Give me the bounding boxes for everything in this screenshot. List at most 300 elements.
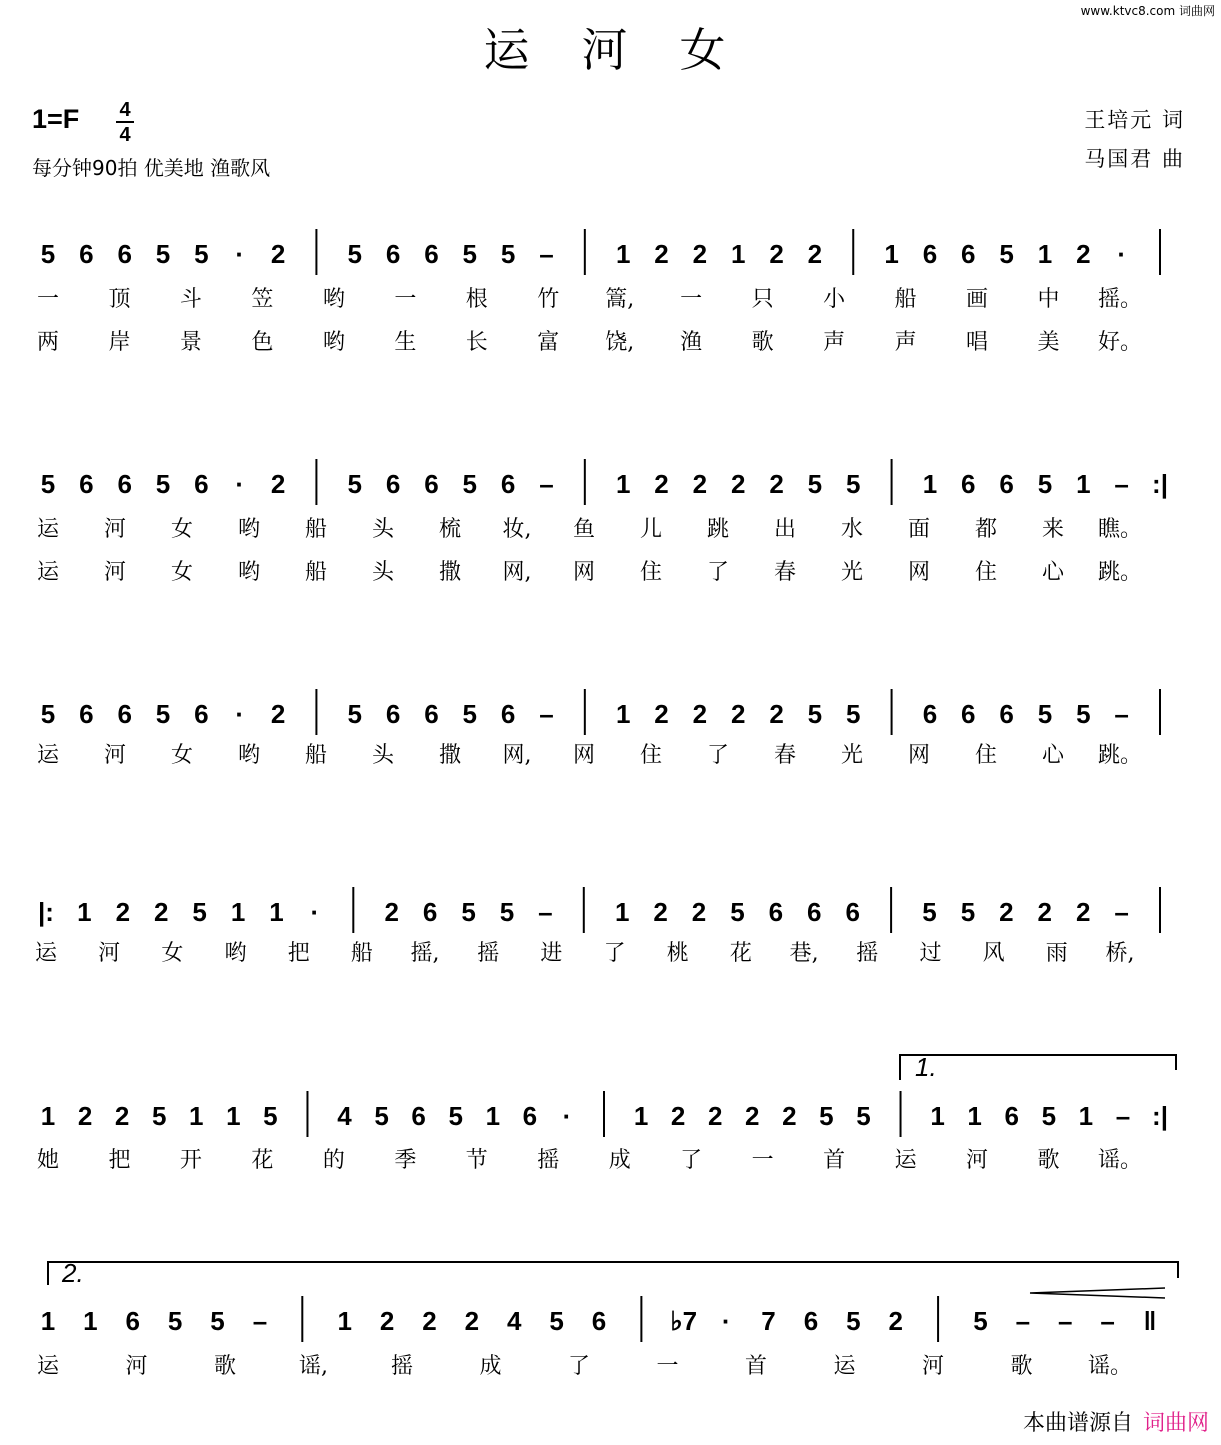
- note: 1: [1078, 1101, 1094, 1131]
- note: 6: [1004, 1101, 1019, 1131]
- lyric-syllable: 河: [103, 560, 127, 585]
- lyric-syllable: 美: [1037, 330, 1060, 355]
- note: 6: [803, 1306, 819, 1336]
- note: 6: [411, 1101, 426, 1131]
- note: 6: [922, 699, 938, 729]
- lyric-syllable: 出: [773, 517, 797, 542]
- note: 5: [194, 239, 209, 269]
- note: 6: [422, 897, 438, 927]
- lyric-syllable: 船: [894, 287, 917, 312]
- lyric-syllable: 把: [287, 941, 310, 966]
- lyric-syllable: 河: [125, 1354, 148, 1379]
- lyric-syllable: 首: [823, 1148, 846, 1173]
- note: 5: [856, 1101, 871, 1131]
- note: 2: [654, 699, 669, 729]
- note: ·: [235, 239, 245, 269]
- note: 2: [692, 469, 708, 499]
- note: 1: [77, 897, 92, 927]
- note: 2: [154, 897, 169, 927]
- note: 2: [422, 1306, 437, 1336]
- lyric-syllable: 妆,: [502, 517, 532, 542]
- lyric-syllable: 鱼: [572, 517, 596, 542]
- note: 2: [730, 469, 746, 499]
- note: 1: [633, 1101, 649, 1131]
- lyric-syllable: 竹: [537, 287, 560, 312]
- note: 6: [79, 469, 94, 499]
- lyric-syllable: 画: [966, 287, 989, 312]
- note: 6: [500, 469, 516, 499]
- lyric-syllable: 季: [394, 1148, 417, 1173]
- lyric-syllable: 网: [907, 743, 931, 768]
- lyric-line: [0, 936, 1221, 976]
- note: 2: [115, 897, 131, 927]
- footer: [1023, 1406, 1209, 1437]
- lyric-syllable: 歌: [751, 330, 774, 355]
- lyric-syllable: 成: [608, 1148, 631, 1173]
- lyric-syllable: 来: [1041, 517, 1065, 542]
- lyric-syllable: 长: [465, 330, 488, 355]
- lyric-syllable: 船: [350, 941, 373, 966]
- note: 5: [40, 469, 56, 499]
- note: 1: [337, 1306, 352, 1336]
- lyric-syllable: 两: [36, 330, 60, 355]
- lyric-syllable: 歌: [1037, 1148, 1060, 1173]
- volta-first-label: 1.: [915, 1052, 937, 1082]
- lyric-syllable: 中: [1037, 287, 1060, 312]
- lyric-syllable: 她: [36, 1148, 60, 1173]
- note: 2: [270, 699, 286, 729]
- repeat-barline: :|: [1152, 469, 1168, 499]
- lyric-syllable: 谣。: [1097, 1148, 1143, 1173]
- note: 5: [500, 239, 516, 269]
- note: 5: [1076, 699, 1091, 729]
- lyric-syllable: 运: [36, 743, 60, 768]
- lyric-syllable: 开: [179, 1148, 202, 1173]
- lyric-line: [0, 1349, 1221, 1389]
- note: ♭7: [670, 1306, 698, 1336]
- dash-extension: –: [1114, 469, 1129, 499]
- lyric-syllable: 住: [974, 743, 998, 768]
- tempo-marking: 每分钟90拍 优美地 渔歌风: [32, 156, 271, 180]
- note: 5: [922, 897, 937, 927]
- note: 1: [1037, 239, 1053, 269]
- lyric-syllable: 住: [974, 560, 998, 585]
- note: 5: [374, 1101, 389, 1131]
- note: 1: [230, 897, 246, 927]
- lyric-syllable: 哟: [237, 743, 261, 768]
- lyric-syllable: 春: [773, 743, 797, 768]
- note: 5: [347, 469, 362, 499]
- lyric-syllable: 住: [639, 560, 663, 585]
- note: 1: [615, 699, 631, 729]
- repeat-barline: :|: [1152, 1101, 1168, 1131]
- note: 2: [691, 897, 707, 927]
- note: ·: [721, 1306, 731, 1336]
- dash-extension: –: [539, 699, 554, 729]
- note: 5: [347, 239, 362, 269]
- dash-extension: –: [1100, 1306, 1115, 1336]
- note: 2: [654, 239, 669, 269]
- lyric-syllable: 了: [603, 941, 626, 966]
- time-signature-bottom: 4: [119, 124, 131, 146]
- note: 2: [77, 1101, 93, 1131]
- note: 2: [1076, 239, 1091, 269]
- note: 7: [761, 1306, 776, 1336]
- lyric-syllable: 跳: [706, 517, 730, 542]
- note: 5: [347, 699, 362, 729]
- lyric-line: [0, 738, 1221, 778]
- lyric-syllable: 瞧。: [1097, 517, 1143, 542]
- lyric-syllable: 网: [907, 560, 931, 585]
- lyricist-credit: 王培元 词: [1084, 108, 1185, 132]
- lyric-syllable: 河: [103, 517, 127, 542]
- lyric-syllable: 富: [537, 330, 560, 355]
- lyric-syllable: 风: [982, 941, 1005, 966]
- note: 6: [194, 699, 209, 729]
- watermark-top: www.ktvc8.com 词曲网: [1080, 4, 1215, 18]
- lyric-syllable: 岸: [108, 330, 131, 355]
- note: 1: [730, 239, 746, 269]
- note: 5: [155, 239, 171, 269]
- note: 6: [768, 897, 784, 927]
- note: 2: [888, 1306, 903, 1336]
- lyric-syllable: 光: [840, 743, 864, 768]
- lyric-syllable: 一: [656, 1354, 679, 1379]
- note: 2: [270, 239, 286, 269]
- note: 5: [210, 1306, 225, 1336]
- note: 5: [151, 1101, 167, 1131]
- lyric-syllable: 进: [540, 941, 563, 966]
- lyric-syllable: 了: [706, 743, 730, 768]
- note: 2: [670, 1101, 686, 1131]
- lyric-syllable: 景: [179, 330, 202, 355]
- note: 6: [424, 699, 439, 729]
- note: 1: [930, 1101, 945, 1131]
- note: 5: [461, 897, 476, 927]
- lyric-syllable: 哟: [237, 517, 261, 542]
- lyric-syllable: 只: [751, 287, 774, 312]
- lyric-syllable: 的: [322, 1148, 345, 1173]
- note: 6: [125, 1306, 141, 1336]
- volta-first-bracket: [900, 1055, 1176, 1080]
- repeat-barline: |:: [38, 897, 54, 927]
- note: 1: [615, 239, 631, 269]
- key-signature: 1=F: [32, 104, 80, 134]
- note: 5: [263, 1101, 278, 1131]
- dash-extension: –: [1114, 699, 1129, 729]
- note: 2: [1075, 897, 1091, 927]
- note: 2: [999, 897, 1014, 927]
- lyric-syllable: 歌: [1010, 1354, 1033, 1379]
- note: 5: [807, 469, 823, 499]
- note: 2: [692, 239, 708, 269]
- note: 2: [769, 469, 784, 499]
- note: 2: [384, 897, 399, 927]
- footer-source: 本曲谱源自: [1022, 1411, 1133, 1436]
- lyric-syllable: 哟: [322, 287, 345, 312]
- dash-extension: –: [252, 1306, 268, 1336]
- note: 6: [500, 699, 516, 729]
- lyric-syllable: 巷,: [789, 941, 819, 966]
- lyric-syllable: 摇: [477, 941, 500, 966]
- lyric-syllable: 斗: [179, 287, 202, 312]
- note: 1: [40, 1306, 56, 1336]
- lyric-syllable: 都: [974, 517, 998, 542]
- note: 6: [424, 469, 439, 499]
- lyric-syllable: 色: [251, 330, 274, 355]
- note: 2: [653, 897, 668, 927]
- note: 2: [379, 1306, 395, 1336]
- lyric-syllable: 运: [36, 517, 60, 542]
- note: 1: [226, 1101, 241, 1131]
- lyric-syllable: 了: [680, 1148, 703, 1173]
- note: 6: [194, 469, 209, 499]
- lyric-syllable: 生: [394, 330, 417, 355]
- lyric-syllable: 歌: [213, 1354, 237, 1379]
- lyric-syllable: 根: [465, 287, 488, 312]
- lyric-syllable: 运: [36, 560, 60, 585]
- note: 1: [485, 1101, 501, 1131]
- note: 5: [155, 699, 171, 729]
- note: ·: [235, 699, 245, 729]
- lyric-syllable: 摇: [537, 1148, 560, 1173]
- lyric-syllable: 谣。: [1087, 1354, 1133, 1379]
- note: 2: [692, 699, 708, 729]
- lyric-line: [0, 282, 1221, 322]
- repeat-barline: ‖: [1143, 1306, 1157, 1336]
- lyric-syllable: 撒: [438, 743, 462, 768]
- lyric-syllable: 船: [304, 560, 328, 585]
- note: 6: [845, 897, 860, 927]
- note: 1: [967, 1101, 982, 1131]
- note: 5: [462, 239, 478, 269]
- lyric-syllable: 河: [103, 743, 127, 768]
- note: ·: [235, 469, 245, 499]
- lyric-syllable: 头: [371, 743, 395, 768]
- dash-extension: –: [539, 469, 554, 499]
- lyric-syllable: 跳。: [1097, 560, 1143, 585]
- lyric-syllable: 哟: [322, 330, 345, 355]
- lyric-syllable: 女: [161, 941, 184, 966]
- lyric-syllable: 谣,: [299, 1354, 328, 1379]
- lyric-syllable: 哟: [224, 941, 247, 966]
- note: 1: [1076, 469, 1091, 499]
- note: 1: [269, 897, 284, 927]
- lyric-syllable: 声: [894, 330, 917, 355]
- dash-extension: –: [539, 239, 554, 269]
- lyric-syllable: 运: [833, 1354, 856, 1379]
- note: 5: [846, 469, 861, 499]
- note: 1: [615, 469, 631, 499]
- note: 2: [745, 1101, 760, 1131]
- note: 5: [807, 699, 823, 729]
- note: 6: [79, 239, 94, 269]
- note: 4: [506, 1306, 522, 1336]
- note: 5: [846, 1306, 861, 1336]
- note: 5: [462, 699, 478, 729]
- lyric-line: [0, 555, 1221, 595]
- note: 6: [961, 469, 976, 499]
- lyric-syllable: 网: [572, 743, 596, 768]
- time-signature-top: 4: [119, 99, 131, 121]
- note: 2: [769, 239, 784, 269]
- note: 6: [424, 239, 439, 269]
- note: 6: [79, 699, 94, 729]
- lyric-syllable: 成: [479, 1354, 502, 1379]
- lyric-syllable: 小: [823, 287, 846, 312]
- lyric-syllable: 心: [1041, 743, 1065, 768]
- dash-extension: –: [1057, 1306, 1073, 1336]
- note: 5: [1041, 1101, 1057, 1131]
- lyric-syllable: 一: [394, 287, 417, 312]
- lyric-syllable: 春: [773, 560, 797, 585]
- note: 2: [707, 1101, 723, 1131]
- footer-site-link[interactable]: 词曲网: [1142, 1411, 1209, 1436]
- lyric-syllable: 河: [98, 941, 121, 966]
- note: 6: [385, 699, 401, 729]
- lyric-syllable: 雨: [1045, 941, 1068, 966]
- note: 2: [1037, 897, 1052, 927]
- lyric-syllable: 运: [894, 1148, 917, 1173]
- note: 6: [522, 1101, 538, 1131]
- lyric-syllable: 女: [170, 560, 194, 585]
- lyric-syllable: 儿: [639, 517, 663, 542]
- lyric-syllable: 网: [572, 560, 596, 585]
- note: 6: [385, 239, 401, 269]
- dash-extension: –: [538, 897, 553, 927]
- lyric-syllable: 笠: [251, 287, 274, 312]
- lyric-syllable: 一: [680, 287, 703, 312]
- note: 5: [40, 239, 56, 269]
- note: 2: [769, 699, 784, 729]
- lyric-syllable: 好。: [1097, 330, 1143, 355]
- note: 1: [83, 1306, 98, 1336]
- lyric-syllable: 摇: [390, 1354, 414, 1379]
- lyric-syllable: 声: [823, 330, 846, 355]
- dash-extension: –: [1114, 897, 1129, 927]
- note: 6: [961, 699, 976, 729]
- composer-credit: 马国君 曲: [1084, 147, 1185, 171]
- note: 2: [114, 1101, 130, 1131]
- note: 5: [192, 897, 207, 927]
- lyric-syllable: 网,: [502, 743, 532, 768]
- note: 5: [549, 1306, 564, 1336]
- lyric-syllable: 撒: [438, 560, 462, 585]
- dash-extension: –: [1115, 1101, 1131, 1131]
- note: 1: [922, 469, 938, 499]
- note: 6: [385, 469, 401, 499]
- note: 2: [807, 239, 823, 269]
- decrescendo-hairpin: [1030, 1288, 1165, 1298]
- lyric-syllable: 摇。: [1097, 287, 1143, 312]
- note: ·: [1117, 239, 1126, 269]
- lyric-syllable: 顶: [108, 287, 131, 312]
- lyric-syllable: 摇,: [410, 941, 440, 966]
- note: 5: [999, 239, 1014, 269]
- note: 6: [117, 239, 132, 269]
- note: 2: [782, 1101, 797, 1131]
- lyric-syllable: 了: [706, 560, 730, 585]
- note: 6: [999, 469, 1014, 499]
- note: 5: [167, 1306, 183, 1336]
- volta-second-label: 2.: [62, 1258, 84, 1288]
- lyric-syllable: 面: [907, 517, 931, 542]
- lyric-syllable: 摇: [856, 941, 879, 966]
- lyric-syllable: 船: [304, 517, 328, 542]
- note: 5: [1037, 469, 1053, 499]
- lyric-syllable: 桃: [666, 941, 689, 966]
- note: 5: [462, 469, 478, 499]
- lyric-line: [0, 512, 1221, 552]
- lyric-syllable: 花: [251, 1148, 274, 1173]
- note: 5: [960, 897, 976, 927]
- lyric-syllable: 河: [966, 1148, 989, 1173]
- lyric-syllable: 饶,: [605, 330, 635, 355]
- lyric-line: [0, 325, 1221, 365]
- note: 6: [117, 469, 132, 499]
- note: 5: [846, 699, 861, 729]
- note: 2: [730, 699, 746, 729]
- note: ·: [310, 897, 320, 927]
- lyric-syllable: 光: [840, 560, 864, 585]
- note: 5: [973, 1306, 988, 1336]
- dash-extension: –: [1015, 1306, 1031, 1336]
- note: 2: [464, 1306, 480, 1336]
- note: 6: [999, 699, 1014, 729]
- note: 6: [117, 699, 132, 729]
- note: 5: [40, 699, 56, 729]
- song-title: 运河女: [483, 23, 778, 77]
- lyric-syllable: 河: [921, 1354, 945, 1379]
- lyric-syllable: 了: [567, 1354, 591, 1379]
- note: 6: [807, 897, 822, 927]
- lyric-syllable: 跳。: [1097, 743, 1143, 768]
- volta-second-bracket: [48, 1262, 1178, 1285]
- note: 6: [961, 239, 976, 269]
- note: 2: [654, 469, 669, 499]
- lyric-syllable: 过: [919, 941, 942, 966]
- lyric-syllable: 头: [371, 517, 395, 542]
- lyric-syllable: 一: [751, 1148, 774, 1173]
- note: 6: [922, 239, 938, 269]
- lyric-syllable: 头: [371, 560, 395, 585]
- lyric-syllable: 运: [36, 1354, 60, 1379]
- note: 1: [189, 1101, 204, 1131]
- note: 2: [270, 469, 286, 499]
- lyric-syllable: 唱: [966, 330, 989, 355]
- lyric-syllable: 节: [465, 1148, 488, 1173]
- note: 1: [40, 1101, 56, 1131]
- lyric-line: [0, 1143, 1221, 1183]
- lyric-syllable: 花: [729, 941, 752, 966]
- lyric-syllable: 把: [108, 1148, 131, 1173]
- lyric-syllable: 住: [639, 743, 663, 768]
- note: 5: [1037, 699, 1053, 729]
- note: 5: [730, 897, 745, 927]
- lyric-syllable: 一: [36, 287, 60, 312]
- note: 4: [337, 1101, 352, 1131]
- note: 5: [448, 1101, 463, 1131]
- lyric-syllable: 女: [170, 743, 194, 768]
- lyric-syllable: 首: [744, 1354, 768, 1379]
- note: 5: [819, 1101, 834, 1131]
- lyric-syllable: 运: [34, 941, 58, 966]
- note: 6: [591, 1306, 607, 1336]
- lyric-syllable: 女: [170, 517, 194, 542]
- lyric-syllable: 哟: [237, 560, 261, 585]
- note: 1: [884, 239, 899, 269]
- lyric-syllable: 网,: [502, 560, 532, 585]
